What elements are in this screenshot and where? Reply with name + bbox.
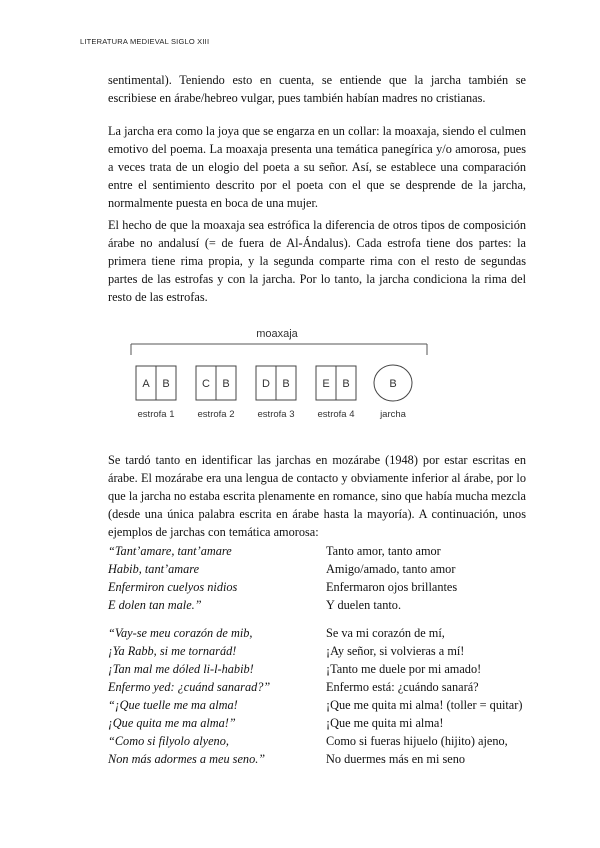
estrofa-2-box-b	[216, 366, 236, 400]
translated-verse: Y duelen tanto.	[326, 598, 402, 612]
poem-line	[108, 660, 526, 678]
estrofa-3-label: estrofa 3	[257, 409, 295, 420]
jarcha-example-2	[108, 624, 526, 768]
poem-line	[108, 578, 526, 596]
poem-line	[108, 542, 526, 560]
paragraph-3: El hecho de que la moaxaja sea estrófica la diferencia de otros tipos de composición árabe no andalusí (= de fuera de Al-Ándalus). Cada estrofa tiene dos partes: la primera tiene rima propia, y la segunda comparte rima con el resto de segundas partes de las estrofas y con la jarcha. Por lo tanto, la jarcha condiciona la rima del resto de las estrofas.	[108, 218, 526, 304]
translated-verse: Tanto amor, tanto amor	[326, 544, 441, 558]
poem-line	[108, 596, 526, 614]
original-verse: “Vay-se meu corazón de mib,	[108, 626, 253, 640]
jarcha-circle	[374, 365, 412, 401]
original-verse: Enfermo yed: ¿cuánd sanarad?”	[108, 680, 271, 694]
page-header: LITERATURA MEDIEVAL SIGLO XIII	[80, 37, 210, 46]
translated-verse: ¡Ay señor, si volvieras a mí!	[326, 644, 465, 658]
original-verse: ¡Ya Rabb, si me tornarád!	[108, 644, 237, 658]
poem-line	[108, 560, 526, 578]
poem-line	[108, 678, 526, 696]
poem-line	[108, 732, 526, 750]
original-verse: “¡Que tuelle me ma alma!	[108, 698, 238, 712]
translated-verse: No duermes más en mi seno	[326, 752, 465, 766]
estrofa-1-box-b	[156, 366, 176, 400]
poem-line	[108, 750, 526, 768]
translated-verse: ¡Tanto me duele por mi amado!	[326, 662, 482, 676]
poem-line	[108, 642, 526, 660]
poem-line	[108, 624, 526, 642]
diagram-title: moaxaja	[256, 328, 298, 340]
translated-verse: Enfermaron ojos brillantes	[326, 580, 458, 594]
paragraph-4: Se tardó tanto en identificar las jarchas en mozárabe (1948) por estar escritas en árabe. El mozárabe era una lengua de contacto y obviamente inferior al árabe, por lo que la jarcha no estaba escrita plenamente en romance, sino que había mucha mezcla (desde una única palabra escrita en árabe hasta la mayoría). A continuación, unos ejemplos de jarchas con temática amorosa:	[108, 453, 526, 539]
paragraph-2: La jarcha era como la joya que se engarza en un collar: la moaxaja, siendo el culmen emotivo del poema. La moaxaja presenta una temática panegírica y/o amorosa, pues a veces trata de un elogio del poeta a su señor. Así, se establece una comparación entre el sentimiento descrito por el poeta con el que se desprende de la jarcha, normalmente puesta en boca de una mujer.	[108, 124, 526, 210]
poem-line	[108, 714, 526, 732]
original-verse: E dolen tan male.”	[108, 598, 202, 612]
estrofa-2-label: estrofa 2	[197, 409, 235, 420]
estrofa-2-letter-b: B	[222, 378, 230, 390]
original-verse: ¡Que quita me ma alma!”	[108, 716, 236, 730]
jarcha-letter: B	[389, 378, 397, 390]
poem-line	[108, 696, 526, 714]
original-verse: “Tant’amare, tant’amare	[108, 544, 232, 558]
paragraph-1: sentimental). Teniendo esto en cuenta, se entiende que la jarcha también se escribiese en árabe/hebreo vulgar, pues también habían madres no cristianas.	[108, 73, 526, 105]
estrofa-2-box-a	[196, 366, 216, 400]
original-verse: Habib, tant’amare	[108, 562, 200, 576]
translated-verse: Enfermo está: ¿cuándo sanará?	[326, 680, 479, 694]
estrofa-1-letter-a: A	[142, 378, 150, 390]
estrofa-1-letter-b: B	[162, 378, 170, 390]
estrofa-4-letter-b: B	[342, 378, 350, 390]
estrofa-2-letter-a: C	[202, 378, 210, 390]
translated-verse: ¡Que me quita mi alma!	[326, 716, 444, 730]
estrofa-3-letter-a: D	[262, 378, 270, 390]
original-verse: Non más adormes a meu seno.”	[108, 752, 266, 766]
translated-verse: Amigo/amado, tanto amor	[326, 562, 456, 576]
translated-verse: ¡Que me quita mi alma! (toller = quitar)	[326, 698, 523, 712]
translated-verse: Se va mi corazón de mí,	[326, 626, 445, 640]
original-verse: ¡Tan mal me dóled li-l-habib!	[108, 662, 254, 676]
estrofa-3-box-a	[256, 366, 276, 400]
original-verse: “Como si filyolo alyeno,	[108, 734, 229, 748]
estrofa-1-label: estrofa 1	[137, 409, 175, 420]
estrofa-4-letter-a: E	[322, 378, 330, 390]
estrofa-1-box-a	[136, 366, 156, 400]
estrofa-3-box-b	[276, 366, 296, 400]
estrofa-4-box-a	[316, 366, 336, 400]
estrofa-4-label: estrofa 4	[317, 409, 355, 420]
original-verse: Enfermiron cuelyos nidios	[108, 580, 238, 594]
estrofa-4-box-b	[336, 366, 356, 400]
translated-verse: Como si fueras hijuelo (hijito) ajeno,	[326, 734, 508, 748]
estrofa-3-letter-b: B	[282, 378, 290, 390]
jarcha-example-1	[108, 542, 526, 614]
jarcha-label: jarcha	[380, 409, 406, 420]
